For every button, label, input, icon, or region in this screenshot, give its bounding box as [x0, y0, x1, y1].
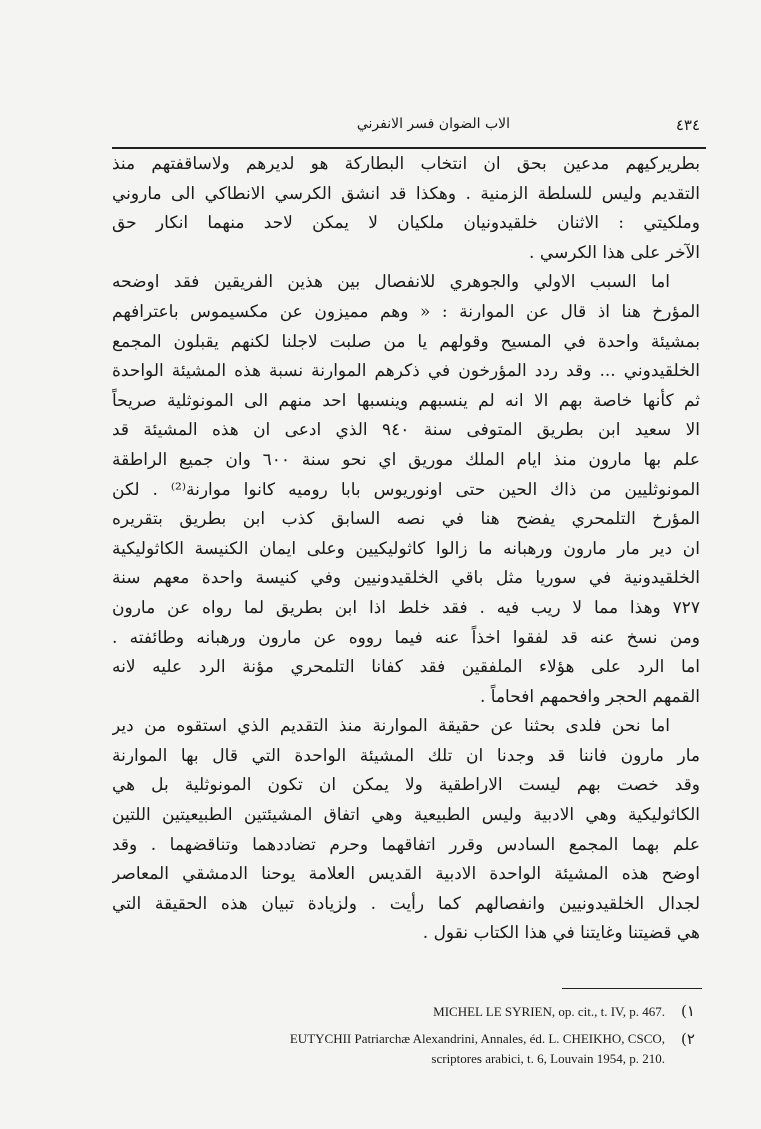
- text-line: ومن نسخ عنه قد لفقوا اخذاً عنه فيما رووه عن مارون ورهبانه وطائفته .: [112, 627, 700, 648]
- text-line: ان دير مار مارون ورهبانه ما زالوا كاثوليكيين وعلى ايمان الكنيسة الكاثوليكية: [112, 538, 700, 559]
- text-line: الا سعيد ابن بطريق المتوفى سنة ٩٤٠ الذي ادعى ان هذه المشيئة قد: [112, 420, 700, 441]
- text-line: لجدال الخلقيدونيين وانفصالهم كما رأيت . ولزيادة تبيان هذه الحقيقة التي: [112, 893, 700, 914]
- text-line: ٧٢٧ وهذا مما لا ريب فيه . فقد خلط اذا ابن بطريق لما رواه عن مارون: [112, 597, 700, 618]
- text-line: القمهم الحجر وافحمهم افحاماً .: [479, 686, 700, 707]
- text-line: الآخر على هذا الكرسي .: [529, 242, 700, 263]
- text-line: الخلقيدونية في سوريا مثل باقي الخلقيدونيين وفي كنيسة واحدة معهم سنة: [112, 568, 700, 589]
- text-line: الكاثوليكية وهي الادبية وليس الطبيعية وهي اتفاق المشيئتين الطبيعيتين اللتين: [112, 805, 700, 826]
- footnote-1-text: MICHEL LE SYRIEN, op. cit., t. IV, p. 467.: [433, 1004, 665, 1019]
- text-line: اما الرد على هؤلاء الملفقين فقد كفانا التلمحري مؤنة الرد عليه لانه: [112, 657, 700, 678]
- text-line: اما السبب الاولي والجوهري للانفصال بين هذين الفريقين فقد اوضحه: [112, 272, 670, 293]
- text-line: بمشيئة واحدة في المسيح وقولهم يا من صلبت لاجلنا لكنهم يقبلون المجمع: [112, 331, 700, 352]
- text-line: المونوثليين من ذاك الحين حتى اونوريوس بابا روميه كانوا موارنة⁽²⁾ . لكن: [112, 479, 700, 500]
- text-line: المؤرخ التلمحري يفضح هنا في نصه السابق كذب ابن بطريق بتقريره: [112, 509, 700, 530]
- footnote-rule: [562, 988, 702, 989]
- text-line: المؤرخ هنا اذ قال عن الموارنة : « وهم مميزون عن مكسيموس باعترافهم: [112, 301, 700, 322]
- text-line: اما نحن فلدى بحثنا عن حقيقة الموارنة منذ التقديم الذي استقوه من دير: [112, 716, 670, 737]
- text-line: هي قضيتنا وغايتنا في هذا الكتاب نقول .: [422, 923, 700, 944]
- text-line: بطريركيهم مدعين بحق ان انتخاب البطاركة هو لديرهم ولاساقفتهم منذ: [112, 154, 700, 174]
- text-line: التقديم وليس للسلطة الزمنية . وهكذا قد انشق الكرسي الانطاكي الى ماروني: [112, 183, 700, 204]
- footnote-1-mark: (١: [681, 1002, 695, 1020]
- footnote-2-text-cont: scriptores arabici, t. 6, Louvain 1954, p. 210.: [431, 1051, 665, 1066]
- text-line: علم بها مارون منذ ايام الملك موريق اي نحو سنة ٦٠٠ وان جميع الراطقة: [112, 449, 700, 470]
- footnote-2-text: EUTYCHII Patriarchæ Alexandrini, Annales, éd. L. CHEIKHO, CSCO,: [289, 1031, 665, 1046]
- footnote-2-mark: (٢: [681, 1030, 695, 1048]
- text-line: مار مارون فاننا قد وجدنا ان تلك المشيئة الواحدة التي قال بها الموارنة: [112, 745, 700, 766]
- text-line: علم بهما المجمع السادس وقرر اتفاقهما وحرم تضاددهما وتناقضهما . وقد: [112, 834, 700, 855]
- text-line: وملكيتي : الاثنان خلقيدونيان ملكيان لا يمكن لاحد منهما انكار حق: [112, 213, 700, 234]
- text-line: ثم كأنها خاصة بهم الا انه لم ينسبهم وينسبها احد منهم الى المونوثلية صريحاً: [112, 390, 700, 411]
- text-line: اوضح هذه المشيئة الواحدة الادبية القديس العلامة يوحنا الدمشقي المعاصر: [112, 864, 700, 885]
- running-head-title: الاب الضوان فسر الانفرني: [356, 116, 510, 132]
- body-text: [112, 150, 700, 949]
- header-rule: [112, 147, 706, 149]
- page-number: ٤٣٤: [675, 116, 700, 134]
- text-line: وقد خصت بهم ليست الاراطقية ولا يمكن ان تكون المونوثلية بل هي: [112, 775, 700, 796]
- text-line: الخلقيدوني ... وقد ردد المؤرخون في ذكرهم الموارنة نسبة هذه المشيئة الواحدة: [112, 361, 700, 382]
- running-header: [112, 116, 700, 138]
